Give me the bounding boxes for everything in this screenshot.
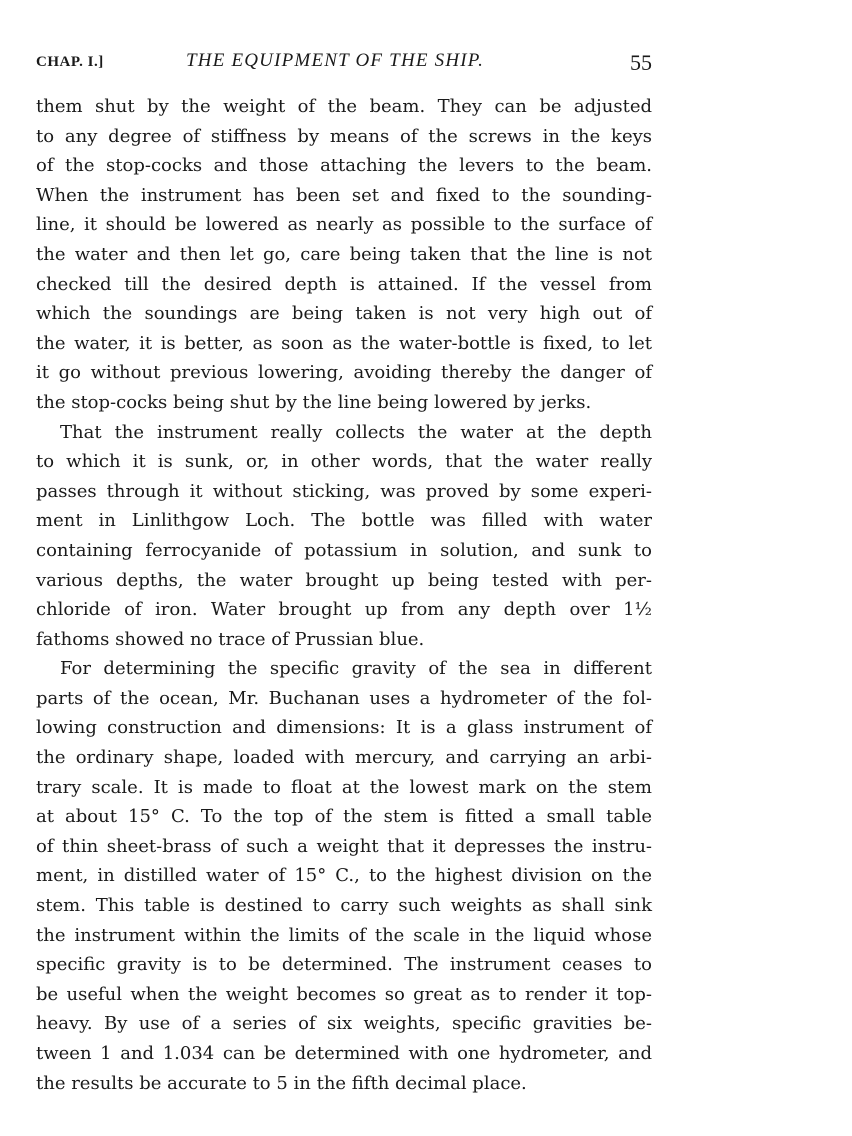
- text-line: trary scale. It is made to float at the lowest mark on the stem: [36, 776, 652, 798]
- paragraph-start-line: That the instrument really collects the water at the depth: [60, 421, 652, 443]
- text-line: them shut by the weight of the beam. They can be adjusted: [36, 96, 652, 117]
- text-line: ment in Linlithgow Loch. The bottle was filled with water: [36, 510, 652, 532]
- text-line: the results be accurate to 5 in the fifth decimal place.: [36, 1072, 527, 1094]
- text-line: heavy. By use of a series of six weights, specific gravities be-: [36, 1013, 652, 1035]
- text-line: checked till the desired depth is attained. If the vessel from: [36, 273, 652, 295]
- paragraph-start-line: For determining the specific gravity of the sea in different: [60, 658, 652, 680]
- page-number: 55: [630, 50, 652, 75]
- chapter-label: CHAP. I.]: [36, 54, 104, 70]
- text-line: When the instrument has been set and fixed to the sounding-: [36, 184, 652, 206]
- text-line: the stop-cocks being shut by the line being lowered by jerks.: [36, 391, 592, 413]
- text-line: tween 1 and 1.034 can be determined with one hydrometer, and: [36, 1043, 652, 1064]
- text-line: passes through it without sticking, was proved by some experi-: [36, 480, 652, 502]
- text-line: containing ferrocyanide of potassium in solution, and sunk to: [36, 539, 652, 561]
- body-text: [36, 92, 652, 1098]
- text-line: the water, it is better, as soon as the water-bottle is fixed, to let: [36, 332, 652, 354]
- text-line: chloride of iron. Water brought up from any depth over 1½: [36, 599, 652, 621]
- text-line: ment, in distilled water of 15° C., to the highest division on the: [36, 865, 652, 887]
- text-line: fathoms showed no trace of Prussian blue.: [36, 628, 425, 650]
- running-title: THE EQUIPMENT OF THE SHIP.: [186, 50, 485, 71]
- text-line: of thin sheet-brass of such a weight that it depresses the instru-: [36, 835, 652, 857]
- text-line: stem. This table is destined to carry such weights as shall sink: [36, 895, 652, 917]
- text-line: it go without previous lowering, avoiding thereby the danger of: [36, 362, 652, 384]
- text-line: to any degree of stiffness by means of the screws in the keys: [36, 125, 652, 147]
- text-line: the ordinary shape, loaded with mercury, and carrying an arbi-: [36, 747, 652, 769]
- text-line: various depths, the water brought up being tested with per-: [36, 569, 652, 591]
- text-line: the instrument within the limits of the scale in the liquid whose: [36, 924, 652, 946]
- text-line: line, it should be lowered as nearly as possible to the surface of: [36, 214, 652, 236]
- text-line: lowing construction and dimensions: It is a glass instrument of: [36, 717, 652, 739]
- text-line: parts of the ocean, Mr. Buchanan uses a hydrometer of the fol-: [36, 687, 652, 709]
- text-line: be useful when the weight becomes so great as to render it top-: [36, 983, 652, 1005]
- text-line: which the soundings are being taken is not very high out of: [36, 303, 652, 325]
- running-header: [36, 50, 652, 80]
- text-line: at about 15° C. To the top of the stem is fitted a small table: [36, 806, 652, 828]
- text-line: the water and then let go, care being taken that the line is not: [36, 243, 652, 265]
- text-line: of the stop-cocks and those attaching the levers to the beam.: [36, 155, 652, 177]
- text-line: specific gravity is to be determined. The instrument ceases to: [36, 954, 652, 976]
- text-line: to which it is sunk, or, in other words, that the water really: [36, 451, 652, 473]
